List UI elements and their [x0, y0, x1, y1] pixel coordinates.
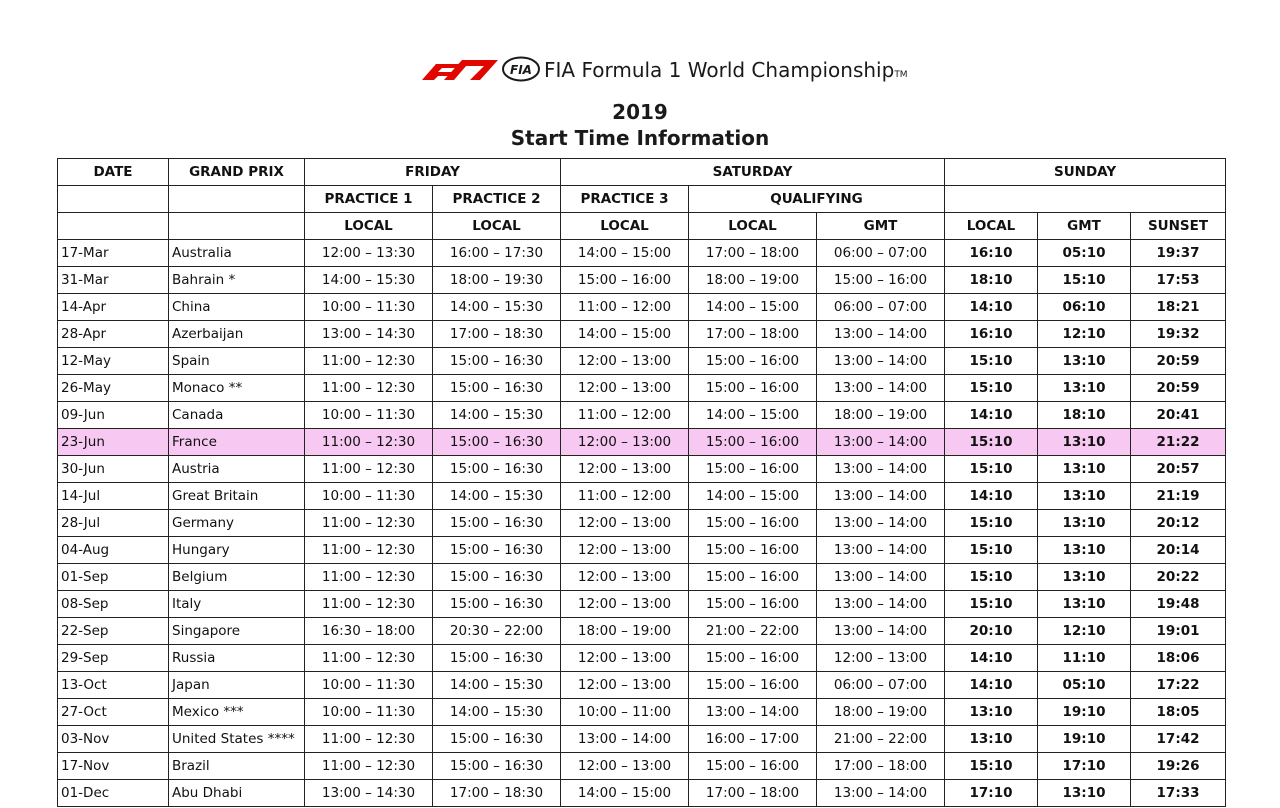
cell-practice-2: 17:00 – 18:30 [433, 780, 561, 807]
cell-practice-1: 13:00 – 14:30 [305, 321, 433, 348]
cell-practice-1: 12:00 – 13:30 [305, 240, 433, 267]
cell-practice-1: 11:00 – 12:30 [305, 456, 433, 483]
cell-practice-3: 14:00 – 15:00 [561, 240, 689, 267]
cell-sunset: 17:53 [1131, 267, 1226, 294]
cell-race-gmt: 13:10 [1038, 483, 1131, 510]
season-year: 2019 [612, 100, 668, 124]
cell-practice-1: 10:00 – 11:30 [305, 402, 433, 429]
cell-race-gmt: 17:10 [1038, 753, 1131, 780]
cell-qualifying-gmt: 13:00 – 14:00 [817, 321, 945, 348]
table-row [58, 591, 1226, 618]
col-header-qualifying: QUALIFYING [689, 186, 945, 213]
cell-practice-1: 11:00 – 12:30 [305, 537, 433, 564]
cell-race-local: 15:10 [945, 510, 1038, 537]
cell-practice-3: 12:00 – 13:00 [561, 510, 689, 537]
cell-qualifying-gmt: 21:00 – 22:00 [817, 726, 945, 753]
cell-date: 23-Jun [58, 429, 169, 456]
col-header-sunday: SUNDAY [945, 159, 1226, 186]
col-header-friday: FRIDAY [305, 159, 561, 186]
page-title: Start Time Information [510, 126, 770, 150]
championship-title [544, 58, 908, 82]
cell-race-gmt: 13:10 [1038, 348, 1131, 375]
cell-date: 01-Sep [58, 564, 169, 591]
cell-qualifying-local: 16:00 – 17:00 [689, 726, 817, 753]
cell-practice-1: 11:00 – 12:30 [305, 429, 433, 456]
cell-date: 14-Jul [58, 483, 169, 510]
cell-race-local: 20:10 [945, 618, 1038, 645]
table-row [58, 726, 1226, 753]
cell-race-local: 14:10 [945, 672, 1038, 699]
cell-practice-3: 12:00 – 13:00 [561, 456, 689, 483]
cell-qualifying-local: 17:00 – 18:00 [689, 240, 817, 267]
cell-date: 17-Mar [58, 240, 169, 267]
col-header-practice-1: PRACTICE 1 [305, 186, 433, 213]
cell-practice-2: 14:00 – 15:30 [433, 483, 561, 510]
cell-date: 28-Apr [58, 321, 169, 348]
cell-practice-1: 10:00 – 11:30 [305, 483, 433, 510]
cell-practice-2: 20:30 – 22:00 [433, 618, 561, 645]
page-header [0, 52, 1280, 92]
cell-practice-2: 18:00 – 19:30 [433, 267, 561, 294]
col-header-q-local: LOCAL [689, 213, 817, 240]
cell-practice-2: 17:00 – 18:30 [433, 321, 561, 348]
cell-qualifying-local: 15:00 – 16:00 [689, 348, 817, 375]
cell-practice-3: 12:00 – 13:00 [561, 375, 689, 402]
cell-qualifying-gmt: 06:00 – 07:00 [817, 294, 945, 321]
cell-race-local: 14:10 [945, 402, 1038, 429]
cell-grand-prix: Japan [169, 672, 305, 699]
cell-practice-1: 13:00 – 14:30 [305, 780, 433, 807]
blank-cell [169, 186, 305, 213]
cell-race-local: 15:10 [945, 375, 1038, 402]
table-row [58, 483, 1226, 510]
cell-qualifying-local: 15:00 – 16:00 [689, 375, 817, 402]
cell-practice-2: 15:00 – 16:30 [433, 726, 561, 753]
cell-date: 08-Sep [58, 591, 169, 618]
cell-qualifying-gmt: 06:00 – 07:00 [817, 672, 945, 699]
cell-practice-3: 12:00 – 13:00 [561, 429, 689, 456]
cell-date: 14-Apr [58, 294, 169, 321]
cell-qualifying-local: 15:00 – 16:00 [689, 645, 817, 672]
cell-race-local: 15:10 [945, 753, 1038, 780]
cell-practice-1: 11:00 – 12:30 [305, 591, 433, 618]
cell-sunset: 19:48 [1131, 591, 1226, 618]
cell-grand-prix: United States **** [169, 726, 305, 753]
cell-practice-2: 15:00 – 16:30 [433, 348, 561, 375]
cell-qualifying-local: 17:00 – 18:00 [689, 780, 817, 807]
col-header-date: DATE [58, 159, 169, 186]
table-row [58, 429, 1226, 456]
cell-race-local: 15:10 [945, 564, 1038, 591]
cell-practice-1: 10:00 – 11:30 [305, 699, 433, 726]
cell-date: 09-Jun [58, 402, 169, 429]
cell-qualifying-gmt: 13:00 – 14:00 [817, 591, 945, 618]
cell-date: 29-Sep [58, 645, 169, 672]
cell-sunset: 18:21 [1131, 294, 1226, 321]
cell-qualifying-local: 14:00 – 15:00 [689, 294, 817, 321]
cell-practice-3: 12:00 – 13:00 [561, 672, 689, 699]
cell-practice-2: 15:00 – 16:30 [433, 510, 561, 537]
cell-grand-prix: Azerbaijan [169, 321, 305, 348]
cell-practice-2: 15:00 – 16:30 [433, 429, 561, 456]
cell-sunset: 19:32 [1131, 321, 1226, 348]
cell-qualifying-gmt: 12:00 – 13:00 [817, 645, 945, 672]
cell-practice-1: 11:00 – 12:30 [305, 645, 433, 672]
cell-practice-3: 12:00 – 13:00 [561, 591, 689, 618]
cell-date: 12-May [58, 348, 169, 375]
cell-qualifying-gmt: 13:00 – 14:00 [817, 429, 945, 456]
cell-date: 03-Nov [58, 726, 169, 753]
cell-qualifying-gmt: 13:00 – 14:00 [817, 510, 945, 537]
cell-practice-3: 12:00 – 13:00 [561, 753, 689, 780]
cell-race-gmt: 18:10 [1038, 402, 1131, 429]
cell-practice-1: 11:00 – 12:30 [305, 753, 433, 780]
table-row [58, 780, 1226, 807]
cell-sunset: 18:05 [1131, 699, 1226, 726]
cell-practice-3: 11:00 – 12:00 [561, 294, 689, 321]
cell-race-gmt: 13:10 [1038, 564, 1131, 591]
cell-grand-prix: Italy [169, 591, 305, 618]
col-header-race-gmt: GMT [1038, 213, 1131, 240]
col-header-p2-local: LOCAL [433, 213, 561, 240]
cell-practice-1: 11:00 – 12:30 [305, 510, 433, 537]
cell-sunset: 20:57 [1131, 456, 1226, 483]
cell-sunset: 17:33 [1131, 780, 1226, 807]
cell-race-gmt: 05:10 [1038, 672, 1131, 699]
cell-race-gmt: 05:10 [1038, 240, 1131, 267]
cell-sunset: 20:41 [1131, 402, 1226, 429]
cell-race-gmt: 13:10 [1038, 780, 1131, 807]
cell-race-local: 14:10 [945, 645, 1038, 672]
cell-qualifying-gmt: 13:00 – 14:00 [817, 483, 945, 510]
cell-date: 27-Oct [58, 699, 169, 726]
cell-practice-3: 12:00 – 13:00 [561, 537, 689, 564]
cell-qualifying-local: 14:00 – 15:00 [689, 483, 817, 510]
cell-practice-1: 10:00 – 11:30 [305, 294, 433, 321]
cell-qualifying-local: 15:00 – 16:00 [689, 537, 817, 564]
cell-grand-prix: Russia [169, 645, 305, 672]
cell-qualifying-local: 17:00 – 18:00 [689, 321, 817, 348]
cell-race-local: 14:10 [945, 294, 1038, 321]
trademark: TM [894, 70, 908, 80]
cell-race-gmt: 12:10 [1038, 618, 1131, 645]
cell-qualifying-gmt: 13:00 – 14:00 [817, 348, 945, 375]
table-row [58, 294, 1226, 321]
cell-qualifying-local: 15:00 – 16:00 [689, 591, 817, 618]
cell-practice-3: 11:00 – 12:00 [561, 402, 689, 429]
cell-race-gmt: 19:10 [1038, 726, 1131, 753]
col-header-q-gmt: GMT [817, 213, 945, 240]
cell-race-local: 13:10 [945, 726, 1038, 753]
cell-sunset: 18:06 [1131, 645, 1226, 672]
cell-grand-prix: Brazil [169, 753, 305, 780]
cell-practice-1: 10:00 – 11:30 [305, 672, 433, 699]
cell-grand-prix: Great Britain [169, 483, 305, 510]
cell-sunset: 20:59 [1131, 375, 1226, 402]
cell-date: 30-Jun [58, 456, 169, 483]
table-row [58, 537, 1226, 564]
cell-race-local: 16:10 [945, 321, 1038, 348]
cell-grand-prix: Germany [169, 510, 305, 537]
cell-qualifying-local: 15:00 – 16:00 [689, 564, 817, 591]
cell-grand-prix: China [169, 294, 305, 321]
cell-sunset: 20:22 [1131, 564, 1226, 591]
cell-qualifying-local: 13:00 – 14:00 [689, 699, 817, 726]
cell-date: 04-Aug [58, 537, 169, 564]
cell-date: 01-Dec [58, 780, 169, 807]
cell-date: 28-Jul [58, 510, 169, 537]
col-header-sunset: SUNSET [1131, 213, 1226, 240]
cell-qualifying-local: 14:00 – 15:00 [689, 402, 817, 429]
cell-date: 13-Oct [58, 672, 169, 699]
cell-qualifying-local: 15:00 – 16:00 [689, 672, 817, 699]
table-row [58, 240, 1226, 267]
cell-race-gmt: 19:10 [1038, 699, 1131, 726]
cell-race-local: 16:10 [945, 240, 1038, 267]
cell-grand-prix: Hungary [169, 537, 305, 564]
start-time-table [57, 158, 1226, 807]
cell-grand-prix: Canada [169, 402, 305, 429]
cell-practice-2: 16:00 – 17:30 [433, 240, 561, 267]
table-row [58, 618, 1226, 645]
fia-badge-text: FIA [510, 63, 532, 77]
f1-logo-icon [420, 58, 500, 80]
header-row-sessions [58, 186, 1226, 213]
cell-race-local: 13:10 [945, 699, 1038, 726]
table-row [58, 456, 1226, 483]
cell-sunset: 20:59 [1131, 348, 1226, 375]
cell-qualifying-gmt: 13:00 – 14:00 [817, 456, 945, 483]
cell-grand-prix: Australia [169, 240, 305, 267]
cell-sunset: 20:14 [1131, 537, 1226, 564]
cell-qualifying-gmt: 13:00 – 14:00 [817, 564, 945, 591]
table-row [58, 564, 1226, 591]
cell-qualifying-gmt: 13:00 – 14:00 [817, 375, 945, 402]
cell-race-local: 15:10 [945, 456, 1038, 483]
cell-race-gmt: 06:10 [1038, 294, 1131, 321]
header-row-days [58, 159, 1226, 186]
col-header-grand-prix: GRAND PRIX [169, 159, 305, 186]
cell-race-local: 15:10 [945, 537, 1038, 564]
cell-grand-prix: Singapore [169, 618, 305, 645]
cell-sunset: 21:19 [1131, 483, 1226, 510]
cell-practice-2: 14:00 – 15:30 [433, 699, 561, 726]
cell-qualifying-gmt: 13:00 – 14:00 [817, 618, 945, 645]
cell-race-gmt: 15:10 [1038, 267, 1131, 294]
cell-sunset: 21:22 [1131, 429, 1226, 456]
cell-practice-3: 13:00 – 14:00 [561, 726, 689, 753]
blank-cell [945, 186, 1226, 213]
cell-qualifying-gmt: 13:00 – 14:00 [817, 537, 945, 564]
col-header-practice-3: PRACTICE 3 [561, 186, 689, 213]
cell-race-gmt: 13:10 [1038, 537, 1131, 564]
cell-qualifying-gmt: 06:00 – 07:00 [817, 240, 945, 267]
cell-race-gmt: 11:10 [1038, 645, 1131, 672]
cell-practice-2: 15:00 – 16:30 [433, 645, 561, 672]
cell-practice-3: 11:00 – 12:00 [561, 483, 689, 510]
cell-qualifying-local: 21:00 – 22:00 [689, 618, 817, 645]
cell-qualifying-gmt: 15:00 – 16:00 [817, 267, 945, 294]
cell-grand-prix: Mexico *** [169, 699, 305, 726]
cell-practice-3: 14:00 – 15:00 [561, 780, 689, 807]
cell-practice-1: 11:00 – 12:30 [305, 375, 433, 402]
cell-race-gmt: 13:10 [1038, 510, 1131, 537]
cell-qualifying-local: 15:00 – 16:00 [689, 753, 817, 780]
cell-practice-3: 15:00 – 16:00 [561, 267, 689, 294]
cell-practice-3: 14:00 – 15:00 [561, 321, 689, 348]
cell-date: 31-Mar [58, 267, 169, 294]
cell-qualifying-gmt: 18:00 – 19:00 [817, 402, 945, 429]
table-row [58, 402, 1226, 429]
cell-grand-prix: Abu Dhabi [169, 780, 305, 807]
blank-cell [58, 186, 169, 213]
cell-qualifying-local: 15:00 – 16:00 [689, 510, 817, 537]
cell-qualifying-gmt: 13:00 – 14:00 [817, 780, 945, 807]
championship-name: FIA Formula 1 World Championship [544, 58, 895, 82]
table-row [58, 375, 1226, 402]
cell-practice-2: 14:00 – 15:30 [433, 402, 561, 429]
cell-race-local: 15:10 [945, 429, 1038, 456]
cell-race-local: 17:10 [945, 780, 1038, 807]
cell-practice-2: 15:00 – 16:30 [433, 564, 561, 591]
cell-practice-2: 14:00 – 15:30 [433, 672, 561, 699]
blank-cell [169, 213, 305, 240]
cell-qualifying-gmt: 18:00 – 19:00 [817, 699, 945, 726]
cell-date: 17-Nov [58, 753, 169, 780]
cell-sunset: 20:12 [1131, 510, 1226, 537]
cell-grand-prix: Austria [169, 456, 305, 483]
table-row [58, 753, 1226, 780]
table-row [58, 348, 1226, 375]
col-header-race-local: LOCAL [945, 213, 1038, 240]
cell-race-local: 15:10 [945, 591, 1038, 618]
cell-practice-2: 15:00 – 16:30 [433, 456, 561, 483]
cell-grand-prix: Monaco ** [169, 375, 305, 402]
table-row [58, 699, 1226, 726]
cell-practice-2: 15:00 – 16:30 [433, 537, 561, 564]
cell-sunset: 19:37 [1131, 240, 1226, 267]
cell-date: 22-Sep [58, 618, 169, 645]
cell-race-gmt: 13:10 [1038, 591, 1131, 618]
col-header-p1-local: LOCAL [305, 213, 433, 240]
cell-practice-2: 14:00 – 15:30 [433, 294, 561, 321]
cell-grand-prix: Bahrain * [169, 267, 305, 294]
blank-cell [58, 213, 169, 240]
table-row [58, 510, 1226, 537]
cell-practice-2: 15:00 – 16:30 [433, 753, 561, 780]
fia-badge-icon [501, 56, 541, 82]
table-row [58, 267, 1226, 294]
cell-practice-3: 12:00 – 13:00 [561, 564, 689, 591]
cell-sunset: 17:42 [1131, 726, 1226, 753]
cell-race-local: 18:10 [945, 267, 1038, 294]
cell-grand-prix: Belgium [169, 564, 305, 591]
cell-race-local: 15:10 [945, 348, 1038, 375]
cell-race-gmt: 13:10 [1038, 375, 1131, 402]
cell-practice-2: 15:00 – 16:30 [433, 375, 561, 402]
cell-practice-2: 15:00 – 16:30 [433, 591, 561, 618]
table-row [58, 321, 1226, 348]
cell-race-gmt: 13:10 [1038, 429, 1131, 456]
col-header-saturday: SATURDAY [561, 159, 945, 186]
table-row [58, 645, 1226, 672]
cell-practice-1: 16:30 – 18:00 [305, 618, 433, 645]
cell-race-gmt: 13:10 [1038, 456, 1131, 483]
cell-qualifying-local: 15:00 – 16:00 [689, 456, 817, 483]
cell-practice-1: 11:00 – 12:30 [305, 726, 433, 753]
cell-race-gmt: 12:10 [1038, 321, 1131, 348]
cell-practice-3: 18:00 – 19:00 [561, 618, 689, 645]
cell-practice-3: 12:00 – 13:00 [561, 348, 689, 375]
col-header-p3-local: LOCAL [561, 213, 689, 240]
cell-practice-1: 14:00 – 15:30 [305, 267, 433, 294]
table-row [58, 672, 1226, 699]
col-header-practice-2: PRACTICE 2 [433, 186, 561, 213]
cell-grand-prix: Spain [169, 348, 305, 375]
cell-practice-3: 10:00 – 11:00 [561, 699, 689, 726]
cell-practice-3: 12:00 – 13:00 [561, 645, 689, 672]
cell-qualifying-local: 15:00 – 16:00 [689, 429, 817, 456]
cell-race-local: 14:10 [945, 483, 1038, 510]
cell-sunset: 17:22 [1131, 672, 1226, 699]
cell-practice-1: 11:00 – 12:30 [305, 348, 433, 375]
cell-practice-1: 11:00 – 12:30 [305, 564, 433, 591]
cell-sunset: 19:01 [1131, 618, 1226, 645]
cell-date: 26-May [58, 375, 169, 402]
header-row-timezones [58, 213, 1226, 240]
cell-qualifying-local: 18:00 – 19:00 [689, 267, 817, 294]
cell-qualifying-gmt: 17:00 – 18:00 [817, 753, 945, 780]
cell-sunset: 19:26 [1131, 753, 1226, 780]
cell-grand-prix: France [169, 429, 305, 456]
